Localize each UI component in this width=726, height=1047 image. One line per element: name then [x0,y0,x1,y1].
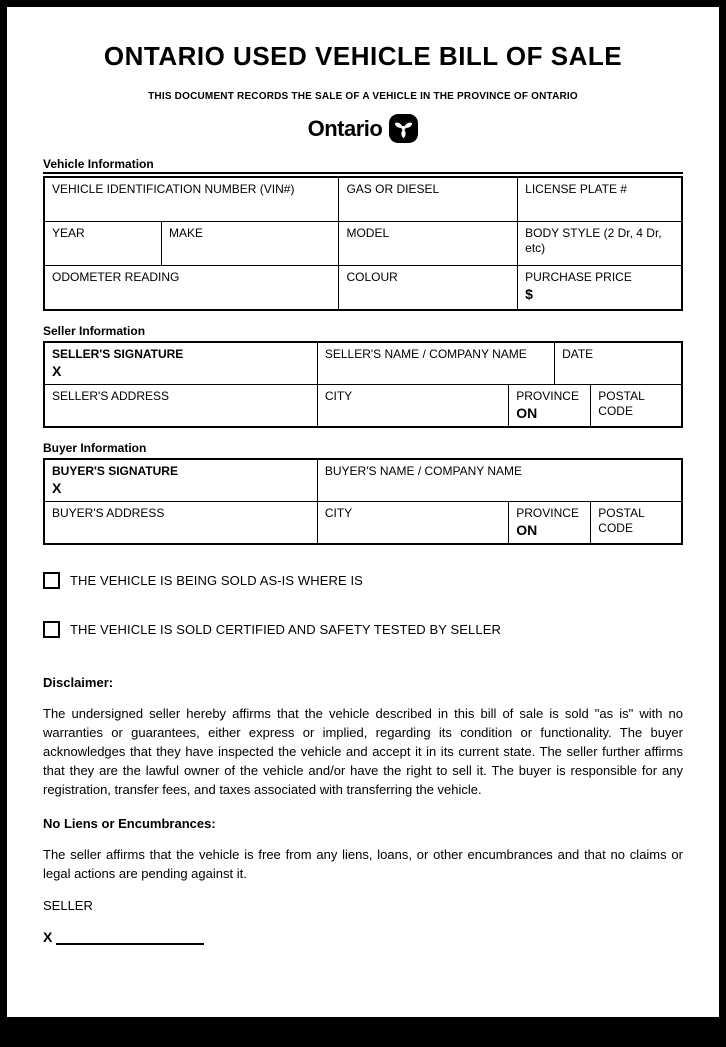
seller-signature-field[interactable] [45,343,318,384]
buyer-postal-label: POSTAL CODE [598,506,645,535]
final-seller-label: SELLER [43,898,93,913]
buyer-city-field[interactable] [318,502,509,543]
page-title: ONTARIO USED VEHICLE BILL OF SALE [103,41,623,71]
seller-province-label: PROVINCE [516,389,579,403]
vin-field[interactable] [45,178,339,221]
fuel-field[interactable] [339,178,518,221]
buyer-info-heading: Buyer Information [43,441,147,455]
vehicle-info-heading: Vehicle Information [43,157,683,174]
purchase-price-label: PURCHASE PRICE [525,270,632,284]
make-field[interactable] [162,222,339,265]
buyer-signature-label: BUYER'S SIGNATURE [52,464,178,478]
table-row [45,502,681,543]
purchase-price-field[interactable] [518,266,681,309]
date-field[interactable] [555,343,681,384]
seller-postal-field[interactable] [591,385,681,426]
as-is-checkbox-label: THE VEHICLE IS BEING SOLD AS-IS WHERE IS [70,573,363,588]
table-row [45,460,681,502]
buyer-city-label: CITY [324,506,353,520]
buyer-address-field[interactable] [45,502,318,543]
table-row [45,222,681,266]
footer [43,1015,683,1047]
model-label: MODEL [346,226,390,240]
as-is-checkbox[interactable] [43,572,60,589]
seller-name-field[interactable] [318,343,555,384]
seller-info-table [43,341,683,428]
seller-province-value: ON [516,405,538,421]
final-signature-row [43,929,683,945]
buyer-province-field[interactable] [509,502,591,543]
disclaimer-heading: Disclaimer: [43,675,114,690]
seller-address-label: SELLER'S ADDRESS [52,389,170,403]
buyer-postal-field[interactable] [591,502,681,543]
make-label: MAKE [169,226,204,240]
body-style-label: BODY STYLE (2 Dr, 4 Dr, etc) [525,226,662,255]
seller-city-label: CITY [324,389,353,403]
seller-signature-label: SELLER'S SIGNATURE [52,347,184,361]
seller-province-field[interactable] [509,385,591,426]
no-liens-body: The seller affirms that the vehicle is free from any liens, loans, or other encumbrances and that no claims or legal actions are pending against it. [43,847,683,881]
colour-label: COLOUR [346,270,398,284]
no-liens-heading: No Liens or Encumbrances: [43,816,216,831]
buyer-province-label: PROVINCE [516,506,579,520]
seller-name-label: SELLER'S NAME / COMPANY NAME [324,347,527,361]
year-field[interactable] [45,222,162,265]
footer-line2 [43,1031,683,1047]
table-row [45,343,681,385]
seller-info-heading: Seller Information [43,324,146,338]
seller-city-field[interactable] [318,385,509,426]
buyer-name-field[interactable] [318,460,681,501]
buyer-signature-x-mark: X [52,480,62,496]
license-plate-label: LICENSE PLATE # [525,182,627,196]
year-label: YEAR [52,226,85,240]
vin-label: VEHICLE IDENTIFICATION NUMBER (VIN#) [52,182,295,196]
certified-checkbox-row [43,621,683,638]
page-content [7,7,719,1047]
as-is-checkbox-row [43,572,683,589]
ontario-logo [43,113,683,144]
disclaimer-body: The undersigned seller hereby affirms that the vehicle described in this bill of sale is sold "as is" with no warranties or guarantees, either express or implied, regarding its condition or functionality. The buyer acknowledges that they have inspected the vehicle and accept it in its current state. The seller further affirms that they are the lawful owner of the vehicle and/or have the right to sell it. The buyer is responsible for any registration, transfer fees, and taxes associated with transferring the vehicle. [43,706,683,797]
trillium-icon [389,114,418,143]
certified-checkbox-label: THE VEHICLE IS SOLD CERTIFIED AND SAFETY TESTED BY SELLER [70,622,501,637]
model-field[interactable] [339,222,518,265]
date-label: DATE [562,347,594,361]
license-plate-field[interactable] [518,178,681,221]
buyer-address-label: BUYER'S ADDRESS [52,506,165,520]
odometer-field[interactable] [45,266,339,309]
seller-signature-x-mark: X [52,363,62,379]
buyer-info-table [43,458,683,545]
seller-postal-label: POSTAL CODE [598,389,645,418]
signature-line[interactable] [56,929,204,945]
buyer-signature-field[interactable] [45,460,318,501]
footer-line2-prefix: GET A FREE QUOTE AT [244,1033,380,1045]
footer-autoheaven-link[interactable]: AUTOHEAVEN.CA [379,1033,482,1045]
table-row [45,178,681,222]
ontario-logo-text: Ontario [307,115,383,141]
body-style-field[interactable] [518,222,681,265]
table-row [45,385,681,426]
final-signature-x-mark: X [43,929,53,945]
buyer-province-value: ON [516,522,538,538]
seller-address-field[interactable] [45,385,318,426]
dollar-sign: $ [525,286,533,302]
page-subtitle: THIS DOCUMENT RECORDS THE SALE OF A VEHICLE IN THE PROVINCE OF ONTARIO [148,91,578,102]
certified-checkbox[interactable] [43,621,60,638]
odometer-label: ODOMETER READING [52,270,180,284]
table-row [45,266,681,309]
fuel-label: GAS OR DIESEL [346,182,440,196]
buyer-name-label: BUYER'S NAME / COMPANY NAME [324,464,523,478]
colour-field[interactable] [339,266,518,309]
vehicle-info-table [43,176,683,311]
footer-line1: NEED TO SCRAP YOUR CAR? [279,1017,447,1029]
